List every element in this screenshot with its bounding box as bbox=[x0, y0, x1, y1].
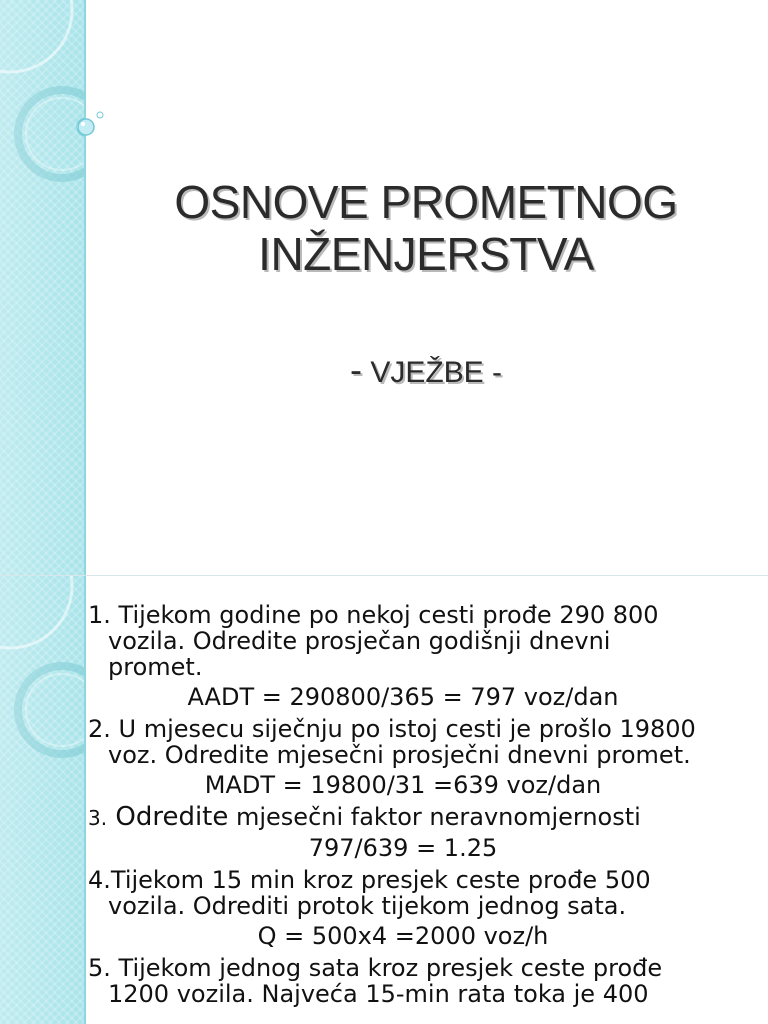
decorative-circles-graphic bbox=[0, 0, 84, 576]
exercise-3-rest: mjesečni faktor neravnomjernosti bbox=[228, 803, 641, 831]
decorative-circles-graphic bbox=[0, 576, 84, 1024]
exercise-4 bbox=[88, 867, 768, 919]
exercise-2-formula: MADT = 19800/31 =639 voz/dan bbox=[204, 771, 602, 799]
exercise-4-formula: Q = 500x4 =2000 voz/h bbox=[257, 922, 549, 950]
decorative-sidebar bbox=[0, 0, 86, 576]
subtitle-dash: - bbox=[349, 349, 362, 390]
exercise-2 bbox=[88, 716, 768, 768]
small-bubble-icon bbox=[95, 110, 105, 120]
decorative-sidebar bbox=[0, 576, 86, 1024]
title-line-1: OSNOVE PROMETNOG bbox=[174, 176, 678, 228]
exercise-3-line-1 bbox=[88, 802, 768, 832]
exercise-4-line-2: vozila. Odrediti protok tijekom jednog sata. bbox=[108, 892, 627, 920]
exercise-3 bbox=[88, 804, 768, 831]
exercise-1 bbox=[88, 602, 768, 680]
slide-subtitle bbox=[84, 349, 768, 391]
exercise-1-line-3: promet. bbox=[108, 653, 203, 681]
exercise-5-line-2: 1200 vozila. Najveća 15-min rata toka je 400 bbox=[108, 980, 649, 1008]
exercise-5 bbox=[88, 955, 768, 1007]
exercise-4-line-1: 4.Tijekom 15 min kroz presjek ceste prođe 500 bbox=[88, 866, 651, 894]
exercise-list bbox=[88, 602, 768, 1007]
exercise-2-line-1: 2. U mjesecu siječnju po istoj cesti je prošlo 19800 bbox=[88, 715, 696, 743]
slide-title bbox=[84, 176, 768, 280]
exercise-1-line-2: vozila. Odredite prosječan godišnji dnevni bbox=[108, 627, 611, 655]
bubble-icon bbox=[78, 118, 98, 138]
subtitle-text: VJEŽBE - bbox=[361, 356, 503, 389]
exercise-2-line-2: voz. Odredite mjesečni prosječni dnevni promet. bbox=[108, 741, 691, 769]
exercise-1-line-1: 1. Tijekom godine po nekoj cesti prođe 290 800 bbox=[88, 601, 659, 629]
exercise-3-word: Odredite bbox=[107, 802, 229, 832]
exercise-5-line-1: 5. Tijekom jednog sata kroz presjek ceste prođe bbox=[88, 954, 663, 982]
exercise-3-formula: 797/639 = 1.25 bbox=[308, 834, 498, 862]
exercise-slide bbox=[0, 576, 768, 1024]
exercise-3-number: 3. bbox=[88, 806, 108, 830]
exercise-1-formula: AADT = 290800/365 = 797 voz/dan bbox=[187, 683, 619, 711]
title-line-2: INŽENJERSTVA bbox=[258, 228, 594, 280]
